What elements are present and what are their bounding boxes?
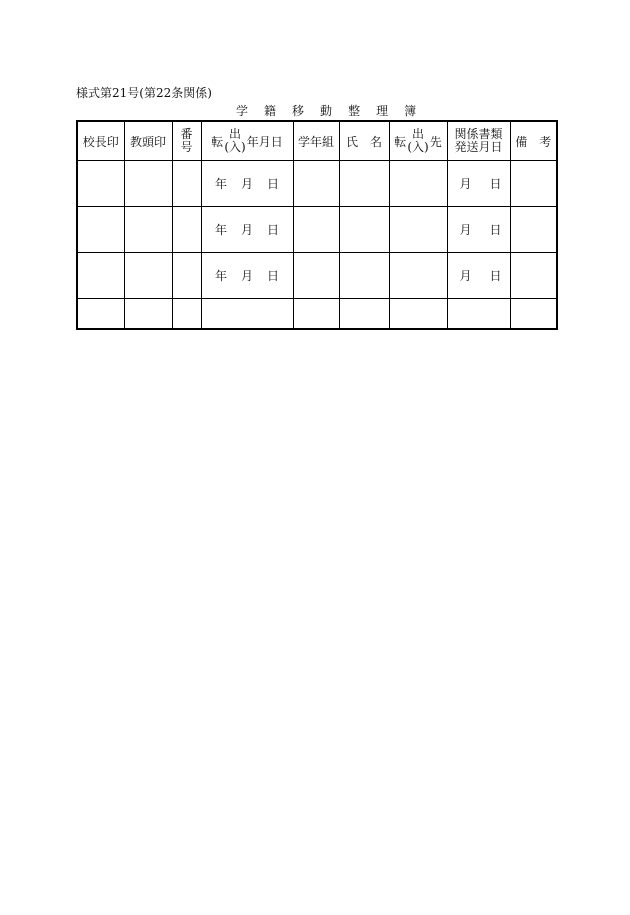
cell-number[interactable] bbox=[172, 161, 201, 207]
header-destination-suffix: 先 bbox=[429, 134, 442, 149]
cell-number[interactable] bbox=[172, 207, 201, 253]
day-label: 日 bbox=[489, 269, 502, 283]
cell-principal-seal[interactable] bbox=[77, 253, 124, 299]
cell-destination[interactable] bbox=[389, 207, 447, 253]
cell-name[interactable] bbox=[339, 253, 389, 299]
table-row bbox=[77, 161, 557, 207]
cell-documents-sent[interactable] bbox=[447, 161, 510, 207]
header-destination-out: 出 bbox=[411, 127, 424, 141]
year-label: 年 bbox=[214, 177, 227, 191]
cell-grade-class[interactable] bbox=[293, 207, 339, 253]
cell-grade-class[interactable] bbox=[293, 299, 339, 330]
cell-transfer-date[interactable] bbox=[201, 253, 293, 299]
table-row bbox=[77, 299, 557, 330]
cell-transfer-date[interactable] bbox=[201, 207, 293, 253]
month-label: 月 bbox=[459, 223, 472, 237]
header-transfer-date bbox=[201, 121, 293, 161]
header-name: 氏 名 bbox=[339, 121, 389, 161]
cell-destination[interactable] bbox=[389, 299, 447, 330]
cell-vice-principal-seal[interactable] bbox=[124, 207, 172, 253]
cell-vice-principal-seal[interactable] bbox=[124, 299, 172, 330]
cell-vice-principal-seal[interactable] bbox=[124, 253, 172, 299]
day-label: 日 bbox=[267, 177, 280, 191]
header-grade-class: 学年組 bbox=[293, 121, 339, 161]
header-destination-in: (入) bbox=[407, 140, 429, 154]
header-transfer-date-prefix: 転 bbox=[211, 134, 224, 149]
cell-name[interactable] bbox=[339, 299, 389, 330]
header-principal-seal: 校長印 bbox=[77, 121, 124, 161]
cell-documents-sent[interactable] bbox=[447, 299, 510, 330]
cell-grade-class[interactable] bbox=[293, 161, 339, 207]
header-number bbox=[172, 121, 201, 161]
cell-documents-sent[interactable] bbox=[447, 207, 510, 253]
cell-name[interactable] bbox=[339, 161, 389, 207]
header-vice-principal-seal: 教頭印 bbox=[124, 121, 172, 161]
month-label: 月 bbox=[459, 177, 472, 191]
cell-destination[interactable] bbox=[389, 161, 447, 207]
student-transfer-register-table bbox=[76, 120, 558, 330]
year-label: 年 bbox=[214, 269, 227, 283]
cell-remarks[interactable] bbox=[510, 161, 557, 207]
month-label: 月 bbox=[240, 177, 253, 191]
month-label: 月 bbox=[240, 223, 253, 237]
form-title-char: 理 bbox=[376, 104, 389, 118]
form-title-char: 動 bbox=[320, 104, 333, 118]
cell-principal-seal[interactable] bbox=[77, 207, 124, 253]
header-transfer-date-out: 出 bbox=[228, 127, 241, 141]
header-remarks: 備 考 bbox=[510, 121, 557, 161]
cell-transfer-date[interactable] bbox=[201, 161, 293, 207]
header-transfer-date-suffix: 年月日 bbox=[246, 134, 283, 149]
cell-name[interactable] bbox=[339, 207, 389, 253]
header-documents-line1: 関係書類 bbox=[454, 127, 503, 141]
header-destination-prefix: 転 bbox=[394, 134, 407, 149]
form-title-char: 簿 bbox=[404, 104, 417, 118]
header-number-top: 番 bbox=[180, 127, 193, 141]
cell-remarks[interactable] bbox=[510, 253, 557, 299]
cell-remarks[interactable] bbox=[510, 299, 557, 330]
header-row bbox=[77, 121, 557, 161]
cell-number[interactable] bbox=[172, 299, 201, 330]
table-row bbox=[77, 253, 557, 299]
header-transfer-date-in: (入) bbox=[224, 140, 246, 154]
year-label: 年 bbox=[214, 223, 227, 237]
header-number-bottom: 号 bbox=[180, 140, 193, 154]
month-label: 月 bbox=[240, 269, 253, 283]
form-title bbox=[236, 102, 432, 119]
form-title-char: 籍 bbox=[264, 104, 277, 118]
cell-principal-seal[interactable] bbox=[77, 299, 124, 330]
form-title-char: 学 bbox=[236, 104, 249, 118]
header-documents-line2: 発送月日 bbox=[454, 140, 503, 154]
day-label: 日 bbox=[267, 269, 280, 283]
cell-transfer-date[interactable] bbox=[201, 299, 293, 330]
cell-documents-sent[interactable] bbox=[447, 253, 510, 299]
cell-principal-seal[interactable] bbox=[77, 161, 124, 207]
cell-remarks[interactable] bbox=[510, 207, 557, 253]
month-label: 月 bbox=[459, 269, 472, 283]
form-title-char: 移 bbox=[292, 104, 305, 118]
header-documents-sent bbox=[447, 121, 510, 161]
cell-number[interactable] bbox=[172, 253, 201, 299]
cell-destination[interactable] bbox=[389, 253, 447, 299]
cell-vice-principal-seal[interactable] bbox=[124, 161, 172, 207]
header-destination bbox=[389, 121, 447, 161]
form-title-char: 整 bbox=[348, 104, 361, 118]
day-label: 日 bbox=[489, 177, 502, 191]
day-label: 日 bbox=[489, 223, 502, 237]
table-row bbox=[77, 207, 557, 253]
form-number-label: 様式第21号(第22条関係) bbox=[76, 86, 212, 100]
day-label: 日 bbox=[267, 223, 280, 237]
cell-grade-class[interactable] bbox=[293, 253, 339, 299]
